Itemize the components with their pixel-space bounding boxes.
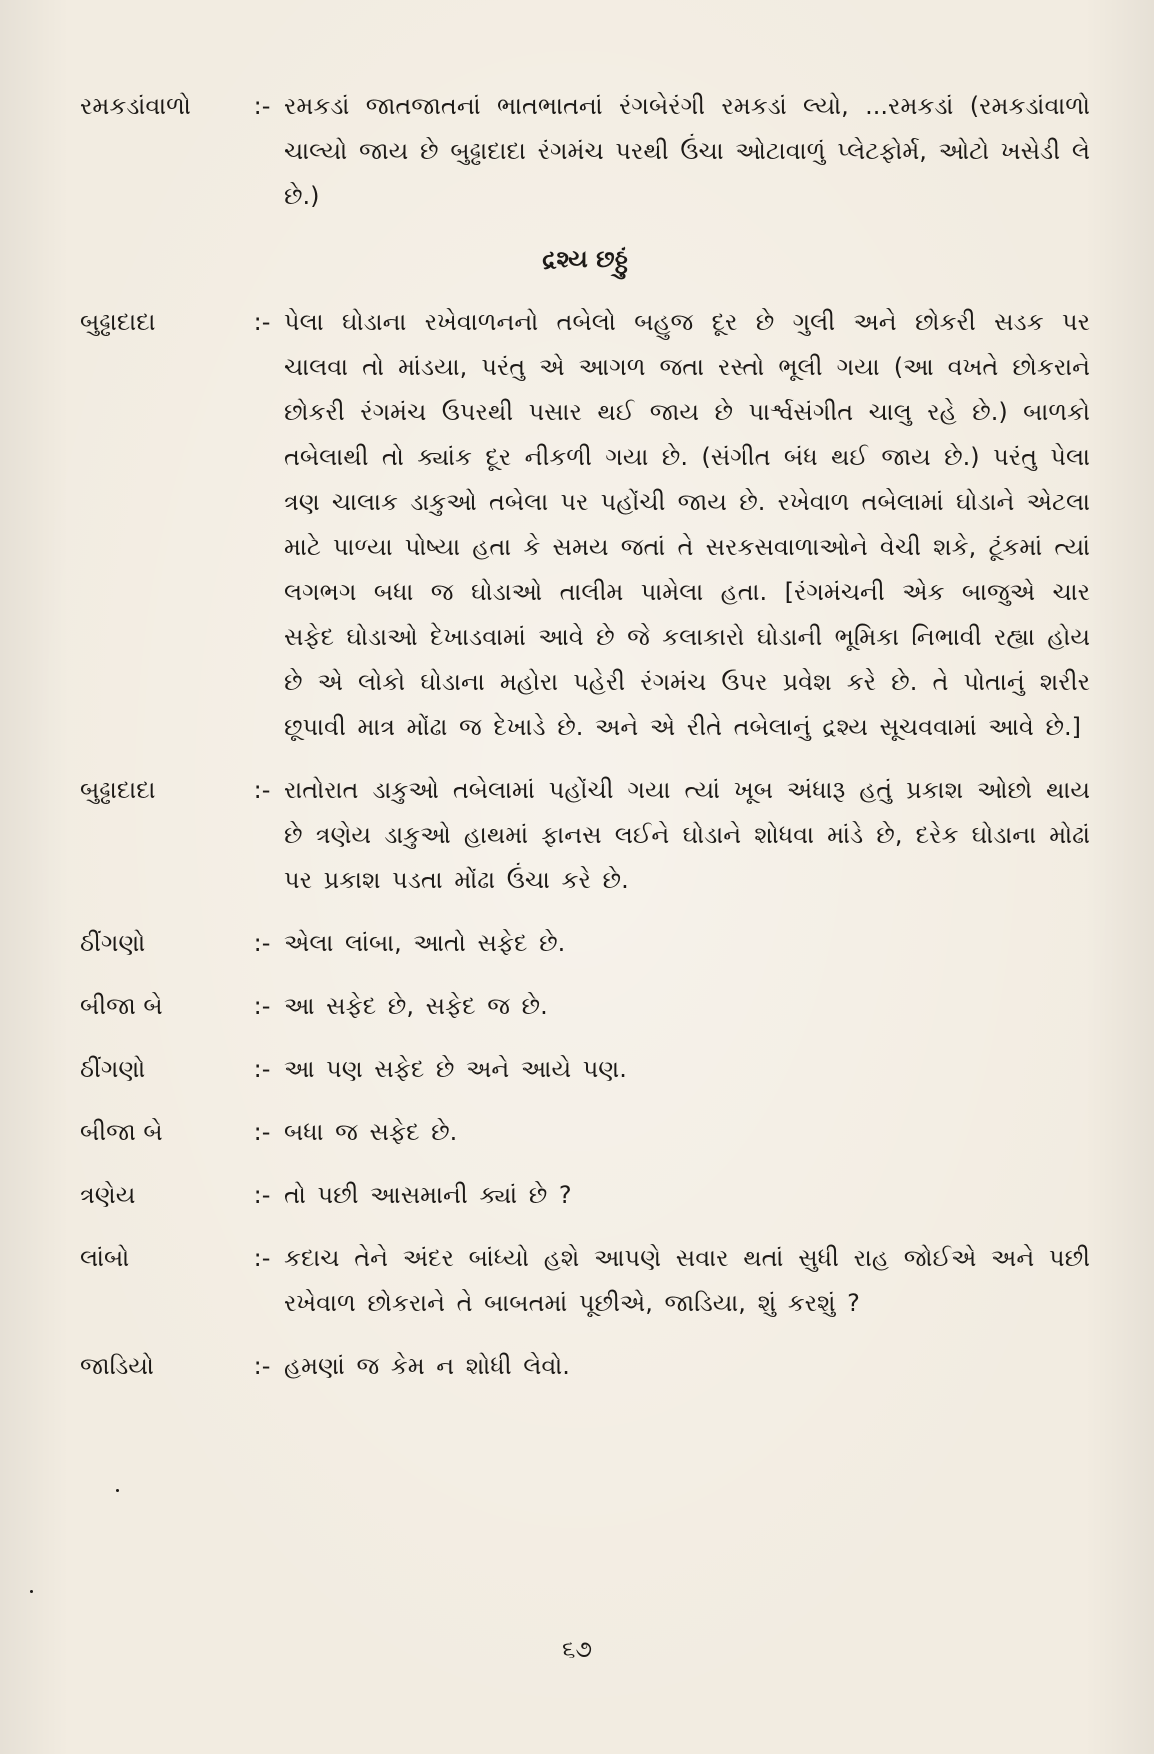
speaker-name: બુઢ્ઢાદાદા: [80, 776, 156, 804]
dialogue-line: [80, 768, 1090, 903]
dialogue-text: બધા જ સફેદ છે.: [284, 1118, 458, 1146]
dialogue-separator: :-: [253, 929, 271, 957]
ink-dot: [116, 1489, 119, 1492]
page-number: ૬૭: [561, 1635, 593, 1663]
speaker-name: ઠીંગણો: [80, 929, 146, 957]
dialogue-separator: :-: [253, 308, 271, 336]
dialogue-separator: :-: [253, 1055, 271, 1083]
scene-heading: દ્રશ્ય છઠ્ઠું: [542, 245, 628, 273]
dialogue-text: કદાચ તેને અંદર બાંધ્યો હશે આપણે સવાર થતાં સુધી રાહ જોઈએ અને પછી રખેવાળ છોકરાને તે બાબતમાં પૂછીએ, જાડિયા, શું કરશું ?: [284, 1244, 1090, 1317]
dialogue-line: [80, 921, 1090, 966]
dialogue-separator: :-: [253, 1118, 271, 1146]
dialogue-line: [80, 1110, 1090, 1155]
dialogue-line: [80, 1173, 1090, 1218]
speaker-name: બીજા બે: [80, 992, 163, 1020]
dialogue-separator: :-: [253, 1244, 271, 1272]
dialogue-text: રાતોરાત ડાકુઓ તબેલામાં પહોંચી ગયા ત્યાં ખૂબ અંધારૂ હતું પ્રકાશ ઓછો થાય છે ત્રણેય ડાકુઓ હાથમાં ફાનસ લઈને ઘોડાને શોધવા માંડે છે, દરેક ઘોડાના મોઢાં પર પ્રકાશ પડતા મોંઢા ઉંચા કરે છે.: [284, 776, 1090, 894]
dialogue-line: [80, 300, 1090, 750]
dialogue-line: [80, 84, 1090, 219]
speaker-name: બુઢ્ઢાદાદા: [80, 308, 156, 336]
dialogue-line: [80, 1236, 1090, 1326]
speaker-name: લાંબો: [80, 1244, 130, 1272]
dialogue-separator: :-: [253, 1181, 271, 1209]
speaker-name: ઠીંગણો: [80, 1055, 146, 1083]
ink-dot: [30, 1590, 33, 1593]
dialogue-text: એલા લાંબા, આતો સફેદ છે.: [284, 929, 566, 957]
dialogue-text: રમકડાં જાતજાતનાં ભાતભાતનાં રંગબેરંગી રમકડાં લ્યો, ...રમકડાં (રમકડાંવાળો ચાલ્યો જાય છે બુઢ્ઢાદાદા રંગમંચ પરથી ઉંચા ઓટાવાળું પ્લેટફોર્મ, ઓટો ખસેડી લે છે.): [284, 92, 1090, 210]
speaker-name: બીજા બે: [80, 1118, 163, 1146]
speaker-name: રમકડાંવાળો: [80, 92, 191, 120]
dialogue-text: આ સફેદ છે, સફેદ જ છે.: [284, 992, 548, 1020]
dialogue-separator: :-: [253, 992, 271, 1020]
speaker-name: જાડિયો: [80, 1352, 154, 1380]
dialogue-separator: :-: [253, 92, 271, 120]
dialogue-text: આ પણ સફેદ છે અને આયે પણ.: [284, 1055, 627, 1083]
dialogue-text: તો પછી આસમાની ક્યાં છે ?: [284, 1181, 572, 1209]
dialogue-line: [80, 984, 1090, 1029]
speaker-name: ત્રણેય: [80, 1181, 136, 1209]
page-content: [80, 84, 1090, 1407]
dialogue-text: પેલા ઘોડાના રખેવાળનનો તબેલો બહુજ દૂર છે ગુલી અને છોકરી સડક પર ચાલવા તો માંડયા, પરંતુ એ આગળ જતા રસ્તો ભૂલી ગયા (આ વખતે છોકરાને છોકરી રંગમંચ ઉપરથી પસાર થઈ જાય છે પાર્શ્વસંગીત ચાલુ રહે છે.) બાળકો તબેલાથી તો ક્યાંક દૂર નીકળી ગયા છે. (સંગીત બંધ થઈ જાય છે.) પરંતુ પેલા ત્રણ ચાલાક ડાકુઓ તબેલા પર પહોંચી જાય છે. રખેવાળ તબેલામાં ઘોડાને એટલા માટે પાળ્યા પોષ્યા હતા કે સમય જતાં તે સરકસવાળાઓને વેચી શકે, ટૂંકમાં ત્યાં લગભગ બધા જ ઘોડાઓ તાલીમ પામેલા હતા. [રંગમંચની એક બાજુએ ચાર સફેદ ઘોડાઓ દેખાડવામાં આવે છે જે કલાકારો ઘોડાની ભૂમિકા નિભાવી રહ્યા હોય છે એ લોકો ઘોડાના મહોરા પહેરી રંગમંચ ઉપર પ્રવેશ કરે છે. તે પોતાનું શરીર છૂપાવી માત્ર મોંઢા જ દેખાડે છે. અને એ રીતે તબેલાનું દ્રશ્ય સૂચવવામાં આવે છે.]: [284, 308, 1090, 741]
dialogue-line: [80, 1047, 1090, 1092]
dialogue-separator: :-: [253, 776, 271, 804]
dialogue-text: હમણાં જ કેમ ન શોધી લેવો.: [284, 1352, 570, 1380]
dialogue-line: [80, 1344, 1090, 1389]
dialogue-separator: :-: [253, 1352, 271, 1380]
